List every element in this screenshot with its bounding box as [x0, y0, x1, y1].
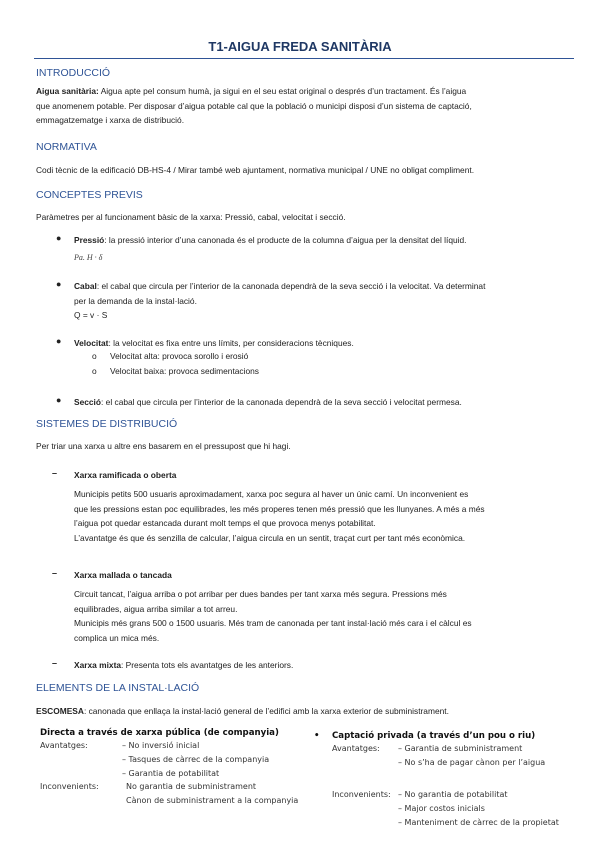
cabal-line-1 — [74, 279, 574, 294]
scan-right-inc-label: Inconvenients: — [332, 790, 391, 799]
bullet-dot: ● — [56, 336, 62, 346]
scan-left-adv-1: – No inversió inicial — [122, 741, 200, 750]
intro-line-3: emmagatzematge i xarxa de distribució. — [36, 115, 185, 125]
heading-elements-installacio: ELEMENTS DE LA INSTAL·LACIÓ — [36, 682, 200, 694]
ramificada-paragraph — [74, 487, 564, 545]
mixta-term: Xarxa mixta — [74, 660, 122, 670]
ramificada-line-4: L’avantatge és que és senzilla de calcular, l’aigua circula en un sentit, traçat curt per tant més econòmica. — [74, 532, 466, 543]
heading-conceptes-previs: CONCEPTES PREVIS — [36, 189, 143, 201]
mallada-line-4: complica un mica més. — [74, 632, 160, 643]
mallada-line-1: Circuit tancat, l’aigua arriba o pot arribar per dues bandes per tant xarxa més segura. Pressions més — [74, 589, 447, 599]
intro-line1-text: Aigua apte pel consum humà, ja sigui en el seu estat original o després d’un tractament. És l’aigua — [98, 86, 467, 96]
scan-left-inc-label: Inconvenients: — [40, 782, 99, 791]
velocitat-item — [74, 336, 574, 351]
pressio-formula: Pa. H · δ — [74, 253, 103, 262]
mallada-title: Xarxa mallada o tancada — [74, 570, 172, 580]
seccio-term: Secció — [74, 397, 102, 407]
normativa-text: Codi tècnic de la edificació DB-HS-4 / Mirar també web ajuntament, normativa municipal / UNE no obligat compliment. — [36, 165, 475, 175]
dash-marker: – — [52, 468, 58, 478]
mallada-line-3: Municipis més grans 500 o 1500 usuaris. Més tram de canonada per tant instal·lació més cara i el càlcul es — [74, 618, 472, 628]
scan-left-adv-label: Avantatges: — [40, 741, 88, 750]
scan-left-adv-2: – Tasques de càrrec de la companyia — [122, 755, 270, 764]
intro-line-1 — [36, 84, 566, 99]
escomesa-term: ESCOMESA — [36, 706, 84, 716]
intro-paragraph — [36, 84, 566, 128]
seccio-text: : el cabal que circula per l’interior de la canonada dependrà de la seva secció i velocitat permesa. — [101, 397, 462, 407]
conceptes-intro: Paràmetres per al funcionament bàsic de la xarxa: Pressió, cabal, velocitat i secció. — [36, 212, 346, 222]
heading-normativa: NORMATIVA — [36, 141, 97, 153]
heading-sistemes-distribucio: SISTEMES DE DISTRIBUCIÓ — [36, 418, 178, 430]
pressio-text: : la pressió interior d’una canonada és el producte de la columna d’aigua per la densitat del líquid. — [104, 235, 467, 245]
bullet-dot: ● — [56, 279, 62, 289]
intro-line-2: que anomenem potable. Per disposar d’aigua potable cal que la població o municipi disposi d’un sistema de captació, — [36, 100, 472, 111]
scan-right-adv-label: Avantatges: — [332, 744, 380, 753]
mixta-text: : Presenta tots els avantatges de les anteriors. — [121, 660, 294, 670]
mixta-item — [74, 658, 600, 673]
scan-left-title: Directa a través de xarxa pública (de companyia) — [40, 728, 279, 738]
escomesa-item — [36, 704, 566, 719]
ramificada-line-3: l’aigua pot quedar estancada durant molt temps el que provoca menys potabilitat. — [74, 518, 376, 528]
cabal-formula: Q = v · S — [74, 310, 108, 320]
cabal-text: : el cabal que circula per l’interior de la canonada dependrà de la seva secció i la velocitat. Va determinat — [96, 281, 486, 291]
pressio-item — [74, 233, 574, 248]
ramificada-title: Xarxa ramificada o oberta — [74, 470, 177, 480]
bullet-dot: ● — [56, 233, 62, 243]
scan-left-inc-1: No garantia de subministrament — [126, 782, 257, 791]
cabal-line-2: per la demanda de la instal·lació. — [74, 295, 197, 306]
cabal-item — [74, 279, 574, 323]
scan-right-title: Captació privada (a través d’un pou o riu) — [332, 731, 536, 741]
scan-right-adv-2: – No s’ha de pagar cànon per l’aigua — [398, 758, 546, 767]
scan-right-inc-1: – No garantia de potabilitat — [398, 790, 508, 799]
dash-marker: – — [52, 568, 58, 578]
heading-introduccio: INTRODUCCIÓ — [36, 67, 111, 79]
scan-right-inc-3: – Manteniment de càrrec de la propietat — [398, 818, 559, 827]
velocitat-alta: Velocitat alta: provoca sorollo i erosió — [110, 351, 249, 361]
dash-marker: – — [52, 658, 58, 668]
page-title: T1-AIGUA FREDA SANITÀRIA — [208, 39, 392, 54]
sub-bullet-marker: o — [92, 351, 97, 361]
bullet-dot: ● — [56, 395, 62, 405]
seccio-item — [74, 395, 574, 410]
scan-right-inc-2: – Major costos inicials — [398, 804, 485, 813]
velocitat-text: : la velocitat es fixa entre uns límits, per consideracions tècniques. — [108, 338, 354, 348]
ramificada-line-2: que les pressions estan poc equilibrades, les més properes tenen més pressió que les llunyanes. A més a més — [74, 503, 485, 514]
mallada-line-2: equilibrades, aigua arriba similar a tot arreu. — [74, 603, 238, 614]
sub-bullet-marker: o — [92, 366, 97, 376]
title-underline — [34, 58, 574, 59]
velocitat-term: Velocitat — [74, 338, 109, 348]
pressio-term: Pressió — [74, 235, 105, 245]
ramificada-line-1: Municipis petits 500 usuaris aproximadament, xarxa poc segura al haver un únic camí. Un inconvenient es — [74, 489, 469, 499]
intro-term: Aigua sanitària: — [36, 86, 99, 96]
scan-left-inc-2: Cànon de subministrament a la companyia — [126, 796, 299, 805]
scan-right-adv-1: – Garantia de subministrament — [398, 744, 523, 753]
velocitat-baixa: Velocitat baixa: provoca sedimentacions — [110, 366, 259, 376]
scan-right-bullet: • — [314, 731, 320, 741]
mallada-paragraph — [74, 587, 564, 645]
scan-left-adv-3: – Garantia de potabilitat — [122, 769, 220, 778]
sistemes-intro: Per triar una xarxa u altre ens basarem en el pressupost que hi hagi. — [36, 441, 291, 451]
escomesa-text: : canonada que enllaça la instal·lació general de l’edifici amb la xarxa exterior de subministrament. — [83, 706, 449, 716]
cabal-term: Cabal — [74, 281, 97, 291]
